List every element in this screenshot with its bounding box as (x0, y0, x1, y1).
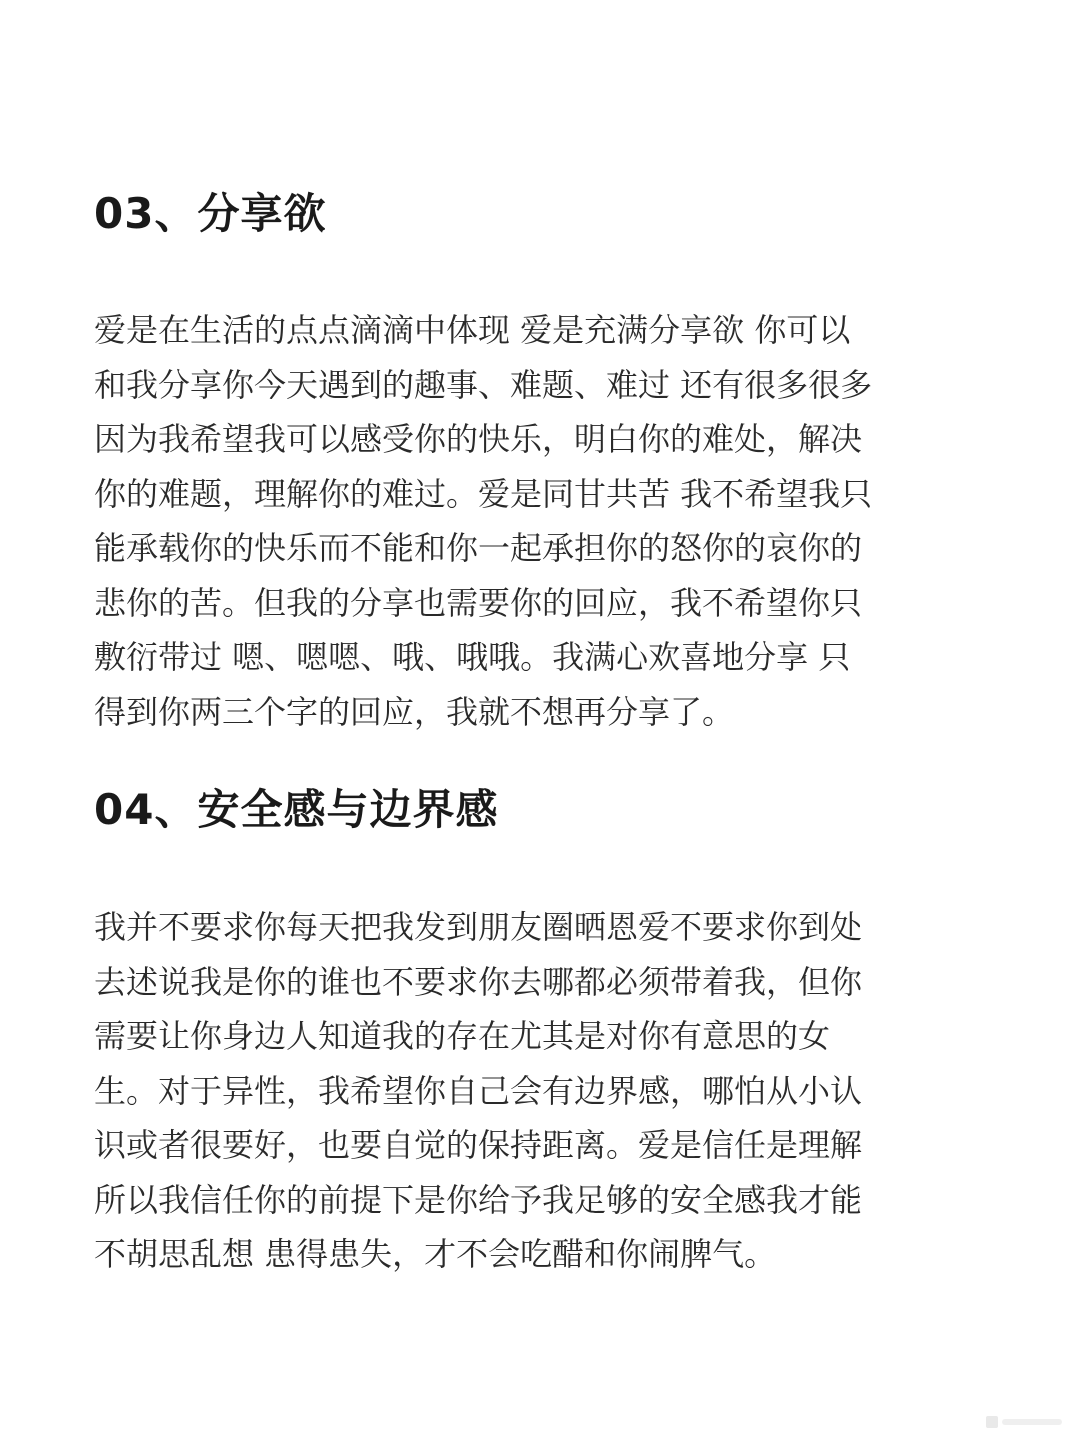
paragraph-line: 悲你的苦。但我的分享也需要你的回应，我不希望你只 (94, 583, 863, 622)
paragraph-line: 我并不要求你每天把我发到朋友圈晒恩爱不要求你到处 (94, 908, 863, 946)
paragraph-line: 爱是在生活的点点滴滴中体现 爱是充满分享欲 你可以 (94, 311, 851, 349)
section-heading-share-desire: 03、分享欲 (94, 189, 327, 238)
paragraph-line: 生。对于异性，我希望你自己会有边界感，哪怕从小认 (94, 1071, 863, 1110)
section-paragraph-security-boundary (94, 900, 994, 1282)
section-paragraph-share-desire (94, 303, 994, 739)
paragraph-line: 所以我信任你的前提下是你给予我足够的安全感我才能 (94, 1180, 863, 1219)
paragraph-line: 得到你两三个字的回应，我就不想再分享了。 (94, 692, 735, 731)
section-heading-security-boundary: 04、安全感与边界感 (94, 785, 499, 834)
paragraph-line: 你的难题，理解你的难过。爱是同甘共苦 我不希望我只 (94, 474, 873, 513)
watermark-icon (984, 1410, 1066, 1434)
paragraph-line: 去述说我是你的谁也不要求你去哪都必须带着我，但你 (94, 962, 863, 1001)
paragraph-line: 不胡思乱想 患得患失，才不会吃醋和你闹脾气。 (94, 1235, 777, 1273)
paragraph-line: 敷衍带过 嗯、嗯嗯、哦、哦哦。我满心欢喜地分享 只 (94, 638, 851, 676)
paragraph-line: 需要让你身边人知道我的存在尤其是对你有意思的女 (94, 1017, 831, 1055)
paragraph-line: 因为我希望我可以感受你的快乐，明白你的难处，解决 (94, 420, 863, 458)
paragraph-line: 识或者很要好，也要自觉的保持距离。爱是信任是理解 (94, 1126, 863, 1164)
paragraph-line: 能承载你的快乐而不能和你一起承担你的怒你的哀你的 (94, 529, 863, 567)
paragraph-line: 和我分享你今天遇到的趣事、难题、难过 还有很多很多 (94, 365, 873, 404)
